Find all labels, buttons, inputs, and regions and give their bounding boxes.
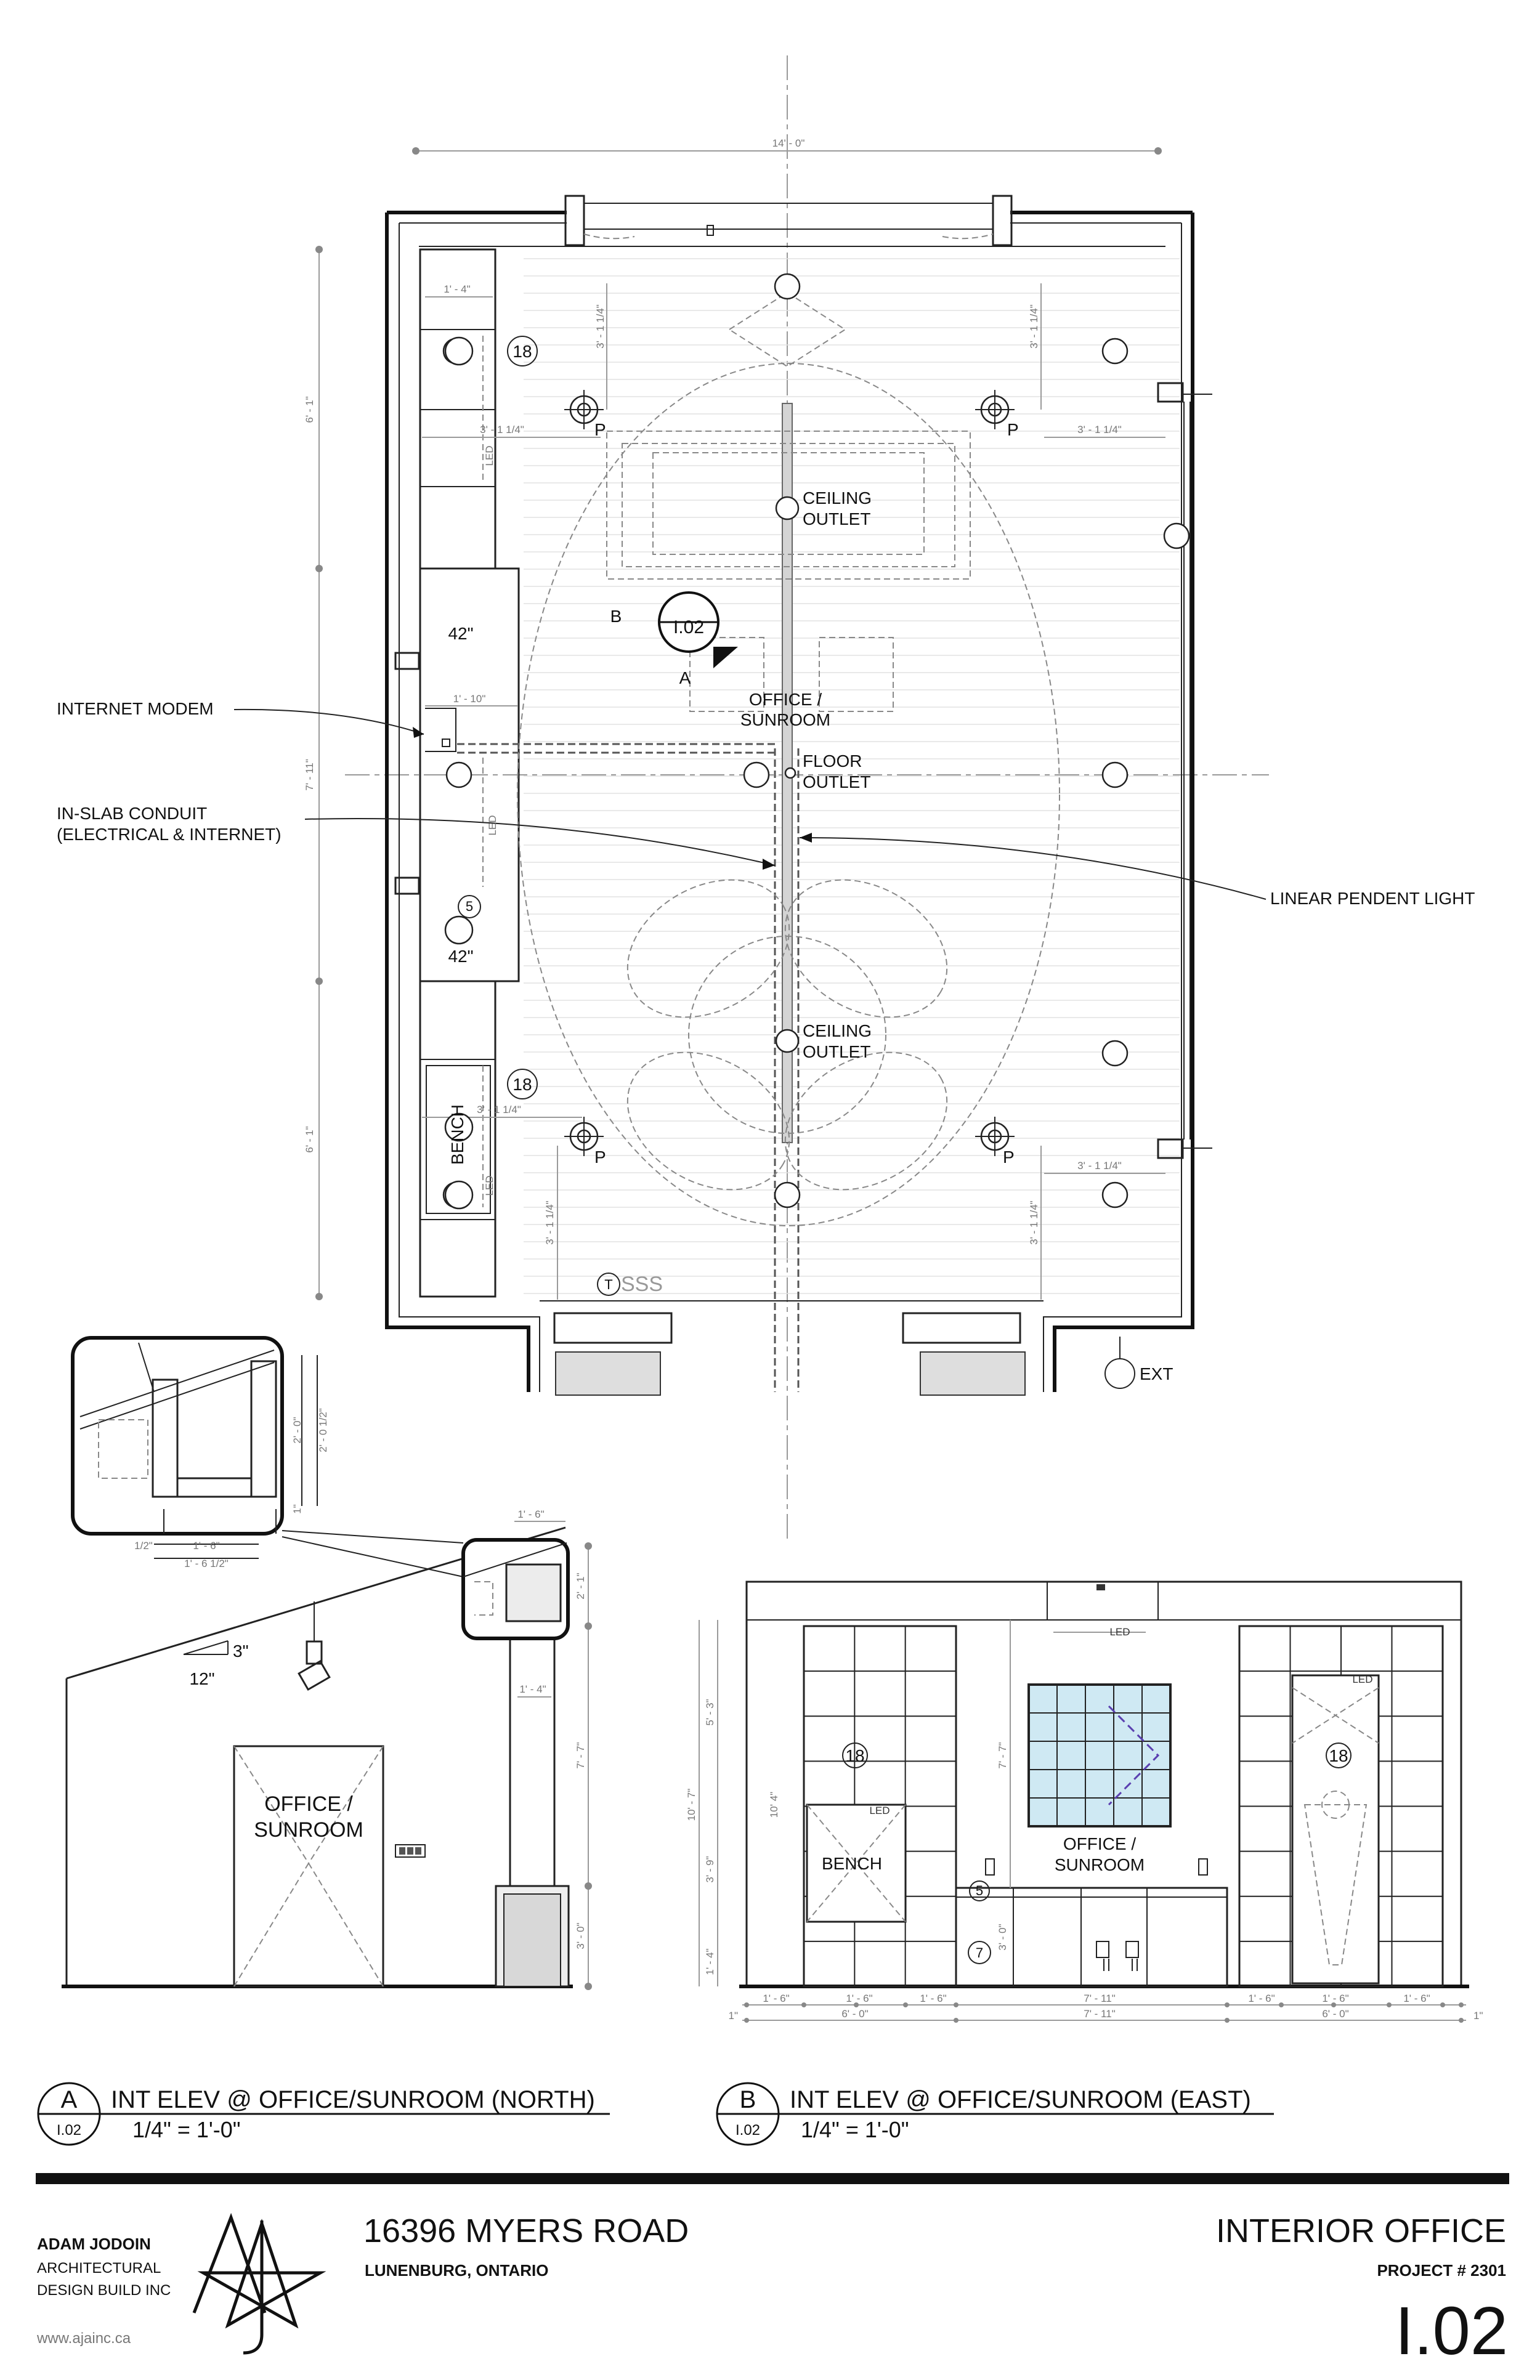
north-elevation	[62, 1521, 592, 1990]
svg-text:I.02: I.02	[56, 2122, 82, 2139]
svg-text:LED: LED	[1352, 1674, 1373, 1685]
callout-conduit: IN-SLAB CONDUIT	[57, 804, 208, 823]
east-wall	[1055, 212, 1193, 1392]
window-jamb-left	[565, 196, 584, 245]
svg-text:1": 1"	[291, 1504, 303, 1514]
drawing-title: INTERIOR OFFICE	[1216, 2212, 1506, 2249]
svg-text:42": 42"	[448, 624, 474, 643]
svg-text:OUTLET: OUTLET	[803, 509, 871, 528]
floor-plan	[234, 55, 1269, 1540]
pot-light	[1164, 524, 1189, 548]
svg-text:A: A	[679, 668, 691, 687]
svg-text:T: T	[604, 1277, 613, 1292]
dim-tick	[801, 2002, 806, 2007]
svg-text:3' - 0": 3' - 0"	[997, 1924, 1008, 1951]
pot-light	[775, 1183, 800, 1207]
project-address: 16396 MYERS ROAD	[363, 2212, 689, 2249]
project-number: PROJECT # 2301	[1377, 2261, 1506, 2280]
dim-tick	[1440, 2002, 1445, 2007]
svg-text:1' - 6": 1' - 6"	[517, 1508, 545, 1520]
ceiling-outlet-bottom	[776, 1030, 798, 1052]
svg-text:CEILING: CEILING	[803, 488, 872, 508]
svg-text:OFFICE /: OFFICE /	[1063, 1834, 1137, 1853]
svg-text:1' - 6": 1' - 6"	[1248, 1993, 1275, 2004]
svg-text:10' 4": 10' 4"	[768, 1791, 780, 1818]
svg-text:5: 5	[465, 899, 474, 914]
pot-light	[447, 763, 471, 787]
svg-text:42": 42"	[448, 947, 474, 966]
svg-text:18: 18	[513, 1075, 532, 1094]
svg-text:P: P	[594, 1148, 606, 1167]
drawing-title-b	[717, 2083, 1274, 2145]
svg-text:1": 1"	[728, 2010, 738, 2022]
floor-outlet	[785, 768, 795, 778]
dim-tick	[954, 2018, 958, 2023]
svg-text:LED: LED	[869, 1805, 890, 1816]
east-window	[1029, 1685, 1170, 1826]
dim-tick	[1225, 2002, 1230, 2007]
svg-text:SUNROOM: SUNROOM	[740, 710, 831, 729]
svg-text:6' - 1": 6' - 1"	[304, 1126, 315, 1153]
svg-text:1/4" = 1'-0": 1/4" = 1'-0"	[132, 2117, 241, 2142]
svg-text:3' - 1 1/4": 3' - 1 1/4"	[594, 304, 606, 349]
svg-text:5: 5	[975, 1883, 984, 1898]
dim-tick	[954, 2002, 958, 2007]
svg-text:CEILING: CEILING	[803, 1021, 872, 1040]
dim-tick	[903, 2002, 908, 2007]
dim-tick	[1459, 2018, 1464, 2023]
svg-text:OUTLET: OUTLET	[803, 1042, 871, 1061]
pot-light	[1103, 1041, 1127, 1066]
svg-text:12": 12"	[189, 1669, 215, 1688]
svg-text:3' - 1 1/4": 3' - 1 1/4"	[480, 424, 524, 435]
dim-tick	[1459, 2002, 1464, 2007]
south-pier-left	[554, 1313, 671, 1343]
pot-light	[775, 274, 800, 299]
svg-text:10' - 7": 10' - 7"	[686, 1788, 697, 1821]
svg-text:7' - 11": 7' - 11"	[1084, 2008, 1116, 2020]
sheet-number: I.02	[1395, 2293, 1508, 2369]
detail-callout	[73, 1338, 463, 1577]
svg-text:7' - 11": 7' - 11"	[1084, 1993, 1116, 2004]
svg-text:2' - 0 1/2": 2' - 0 1/2"	[317, 1408, 329, 1452]
svg-text:1' - 6": 1' - 6"	[193, 1540, 220, 1552]
svg-text:1' - 6": 1' - 6"	[1403, 1993, 1430, 2004]
pot-light	[1103, 763, 1127, 787]
svg-text:BENCH: BENCH	[448, 1104, 467, 1165]
dim-tick	[744, 2002, 749, 2007]
svg-text:3' - 1 1/4": 3' - 1 1/4"	[1077, 1160, 1122, 1172]
svg-text:7' - 7": 7' - 7"	[997, 1742, 1008, 1769]
svg-text:1/2": 1/2"	[134, 1540, 153, 1552]
svg-text:(ELECTRICAL & INTERNET): (ELECTRICAL & INTERNET)	[57, 825, 282, 844]
ceiling-outlet-top	[776, 497, 798, 519]
south-pier-right	[903, 1313, 1020, 1343]
svg-text:DESIGN BUILD INC: DESIGN BUILD INC	[37, 2282, 171, 2299]
svg-text:18: 18	[845, 1746, 865, 1765]
svg-text:7' - 11": 7' - 11"	[304, 759, 315, 791]
svg-text:1' - 4": 1' - 4"	[444, 283, 471, 295]
svg-text:SUNROOM: SUNROOM	[1054, 1855, 1145, 1874]
title-a-name: INT ELEV @ OFFICE/SUNROOM (NORTH)	[111, 2086, 595, 2113]
chair-right	[819, 638, 893, 711]
east-elevation	[699, 1582, 1469, 2023]
svg-text:2' - 1": 2' - 1"	[575, 1572, 586, 1600]
svg-text:I.02: I.02	[673, 617, 705, 638]
svg-text:7' - 7": 7' - 7"	[575, 1742, 586, 1769]
svg-text:1/4" = 1'-0": 1/4" = 1'-0"	[801, 2117, 909, 2142]
svg-text:3' - 1 1/4": 3' - 1 1/4"	[1077, 424, 1122, 435]
svg-text:6' - 1": 6' - 1"	[304, 396, 315, 423]
svg-text:2' - 0": 2' - 0"	[291, 1417, 303, 1444]
west-wall	[387, 212, 529, 1392]
svg-text:B: B	[610, 607, 622, 626]
room-name: OFFICE /	[748, 690, 822, 709]
svg-text:LED: LED	[1109, 1626, 1130, 1638]
dim-tick	[1387, 2002, 1392, 2007]
dim-tick	[1279, 2002, 1284, 2007]
dim-tick	[744, 2018, 749, 2023]
svg-text:18: 18	[513, 342, 532, 361]
svg-text:3' - 1 1/4": 3' - 1 1/4"	[1028, 304, 1040, 349]
callout-internet-modem: INTERNET MODEM	[57, 699, 214, 718]
svg-text:7: 7	[975, 1945, 984, 1961]
drawing-title-a	[38, 2083, 610, 2145]
svg-text:P: P	[594, 420, 606, 439]
pot-light	[744, 763, 769, 787]
pot-light	[1103, 339, 1127, 363]
window-jamb-right	[993, 196, 1011, 245]
svg-text:SUNROOM: SUNROOM	[254, 1818, 363, 1842]
title-b-name: INT ELEV @ OFFICE/SUNROOM (EAST)	[790, 2086, 1251, 2113]
svg-text:3' - 0": 3' - 0"	[575, 1922, 586, 1949]
svg-text:6' - 0": 6' - 0"	[841, 2008, 869, 2020]
svg-text:LED: LED	[484, 445, 495, 466]
svg-text:FLOOR: FLOOR	[803, 751, 862, 771]
svg-text:LED: LED	[487, 815, 498, 836]
svg-text:1' - 6": 1' - 6"	[920, 1993, 947, 2004]
svg-text:B: B	[739, 2086, 756, 2113]
firm-website: www.ajainc.ca	[37, 2330, 131, 2347]
svg-text:1' - 6": 1' - 6"	[763, 1993, 790, 2004]
svg-text:OUTLET: OUTLET	[803, 772, 871, 791]
title-block	[36, 2173, 1509, 2369]
svg-text:I.02: I.02	[735, 2122, 761, 2139]
svg-text:LUNENBURG, ONTARIO: LUNENBURG, ONTARIO	[365, 2261, 549, 2280]
pot-light	[1103, 1183, 1127, 1207]
svg-text:LED: LED	[484, 1175, 495, 1196]
svg-text:3' - 1 1/4": 3' - 1 1/4"	[544, 1200, 556, 1245]
svg-text:1' - 10": 1' - 10"	[453, 693, 486, 705]
firm-name: ADAM JODOIN	[37, 2235, 151, 2253]
svg-text:SSS: SSS	[621, 1273, 663, 1296]
svg-text:1' - 6 1/2": 1' - 6 1/2"	[184, 1558, 229, 1569]
svg-text:1": 1"	[1473, 2010, 1483, 2022]
svg-text:1' - 4": 1' - 4"	[704, 1948, 716, 1975]
svg-text:BENCH: BENCH	[821, 1854, 883, 1873]
east-wall-inner	[1044, 223, 1181, 1392]
svg-text:P: P	[1003, 1148, 1015, 1167]
firm-logo	[194, 2217, 320, 2353]
callout-pendent-light: LINEAR PENDENT LIGHT	[1270, 889, 1475, 908]
svg-text:3' - 9": 3' - 9"	[704, 1856, 716, 1883]
svg-text:EXT: EXT	[1140, 1364, 1173, 1383]
svg-text:1' - 6": 1' - 6"	[846, 1993, 873, 2004]
svg-text:6' - 0": 6' - 0"	[1322, 2008, 1349, 2020]
svg-text:ARCHITECTURAL: ARCHITECTURAL	[37, 2260, 161, 2277]
svg-text:1' - 6": 1' - 6"	[1322, 1993, 1349, 2004]
svg-text:5' - 3": 5' - 3"	[704, 1699, 716, 1726]
svg-text:P: P	[1007, 420, 1019, 439]
svg-text:3": 3"	[233, 1641, 249, 1661]
svg-text:3' - 1 1/4": 3' - 1 1/4"	[477, 1104, 521, 1115]
svg-text:18: 18	[1329, 1746, 1348, 1765]
svg-text:3' - 1 1/4": 3' - 1 1/4"	[1028, 1200, 1040, 1245]
svg-text:1' - 4": 1' - 4"	[519, 1683, 546, 1695]
exterior-light	[1105, 1359, 1135, 1388]
svg-text:A: A	[60, 2086, 78, 2113]
dim-tick	[1225, 2018, 1230, 2023]
svg-text:OFFICE /: OFFICE /	[264, 1792, 353, 1816]
dim-overall-width: 14' - 0"	[772, 137, 805, 149]
